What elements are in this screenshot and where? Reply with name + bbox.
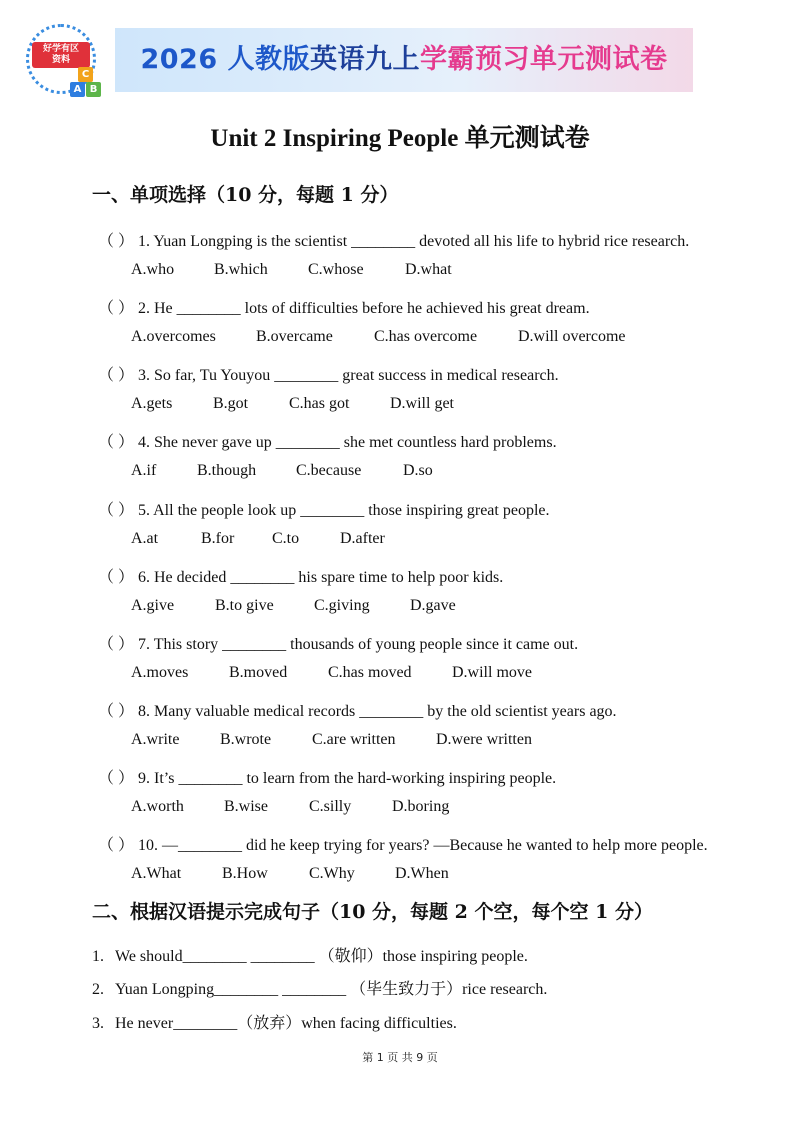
option-d[interactable]: D.will move [452, 664, 532, 681]
fill-item [92, 976, 547, 999]
option-b[interactable]: B.moved [229, 664, 288, 681]
option-b[interactable]: B.wise [224, 798, 268, 815]
option-c[interactable]: C.has got [289, 395, 350, 412]
option-b[interactable]: B.which [214, 261, 268, 278]
option-a[interactable]: A.overcomes [131, 328, 216, 345]
question-stem [98, 362, 559, 385]
question-stem [98, 228, 689, 251]
option-b[interactable]: B.for [201, 530, 235, 547]
question-text: 10. —________ did he keep trying for years? —Because he wanted to help more people. [138, 837, 708, 854]
question-stem [98, 765, 556, 788]
fill-item-number: 3. [92, 1015, 104, 1032]
answer-blank[interactable]: （ ） [98, 502, 135, 519]
option-a[interactable]: A.write [131, 731, 180, 748]
banner-title [115, 28, 693, 92]
fill-item [92, 1010, 457, 1033]
brand-logo [22, 22, 104, 104]
option-a[interactable]: A.give [131, 597, 175, 614]
option-a[interactable]: A.if [131, 462, 157, 479]
fill-item [92, 943, 528, 966]
question-text: 4. She never gave up ________ she met countless hard problems. [138, 434, 557, 451]
option-d[interactable]: D.When [395, 865, 449, 882]
question-text: 6. He decided ________ his spare time to help poor kids. [138, 569, 504, 586]
option-c[interactable]: C.giving [314, 597, 370, 614]
answer-blank[interactable]: （ ） [98, 703, 135, 720]
option-c[interactable]: C.Why [309, 865, 355, 882]
option-d[interactable]: D.were written [436, 731, 532, 748]
option-a[interactable]: A.who [131, 261, 175, 278]
fill-item-text: He never________（放弃）when facing difficulties. [115, 1015, 457, 1032]
banner-title-series: 学霸预习单元测试卷 [420, 44, 668, 75]
answer-blank[interactable]: （ ） [98, 233, 135, 250]
logo-text-line-2: 资料 [51, 55, 70, 65]
answer-blank[interactable]: （ ） [98, 300, 135, 317]
question-text: 7. This story ________ thousands of young people since it came out. [138, 636, 579, 653]
fill-item-number: 1. [92, 948, 104, 965]
option-a[interactable]: A.What [131, 865, 182, 882]
option-c[interactable]: C.has moved [328, 664, 412, 681]
question-text: 8. Many valuable medical records ________ by the old scientist years ago. [138, 703, 617, 720]
logo-text-line-1: 好学有区 [42, 44, 79, 54]
option-c[interactable]: C.whose [308, 261, 364, 278]
question-stem [98, 497, 550, 520]
section-1-title: 一、单项选择（10 分，每题 1 分） [92, 184, 399, 206]
fill-item-text: Yuan Longping________ ________ （毕生致力于）rice research. [115, 981, 548, 998]
option-b[interactable]: B.to give [215, 597, 274, 614]
logo-text [32, 42, 90, 68]
question-stem [98, 698, 617, 721]
option-c[interactable]: C.to [272, 530, 300, 547]
option-a[interactable]: A.gets [131, 395, 173, 412]
option-d[interactable]: D.after [340, 530, 385, 547]
option-a[interactable]: A.worth [131, 798, 184, 815]
option-d[interactable]: D.gave [410, 597, 456, 614]
logo-block-c: C [78, 67, 93, 82]
section-2-title: 二、根据汉语提示完成句子（10 分，每题 2 个空，每个空 1 分） [92, 901, 653, 923]
option-c[interactable]: C.are written [312, 731, 396, 748]
option-b[interactable]: B.How [222, 865, 268, 882]
logo-block-a: A [70, 82, 85, 97]
question-text: 5. All the people look up ________ those inspiring great people. [138, 502, 550, 519]
option-d[interactable]: D.will overcome [518, 328, 626, 345]
option-c[interactable]: C.silly [309, 798, 352, 815]
option-a[interactable]: A.at [131, 530, 159, 547]
question-text: 3. So far, Tu Youyou ________ great success in medical research. [138, 367, 559, 384]
question-stem [98, 429, 557, 452]
answer-blank[interactable]: （ ） [98, 569, 135, 586]
option-d[interactable]: D.so [403, 462, 433, 479]
option-b[interactable]: B.got [213, 395, 249, 412]
question-text: 9. It’s ________ to learn from the hard-working inspiring people. [138, 770, 557, 787]
document-title: Unit 2 Inspiring People 单元测试卷 [210, 125, 590, 152]
page-footer: 第 1 页 共 9 页 [362, 1051, 438, 1064]
question-text: 2. He ________ lots of difficulties before he achieved his great dream. [138, 300, 590, 317]
option-b[interactable]: B.though [197, 462, 257, 479]
option-c[interactable]: C.has overcome [374, 328, 478, 345]
option-d[interactable]: D.boring [392, 798, 450, 815]
logo-block-b: B [86, 82, 101, 97]
question-stem [98, 295, 590, 318]
option-b[interactable]: B.wrote [220, 731, 272, 748]
answer-blank[interactable]: （ ） [98, 636, 135, 653]
option-a[interactable]: A.moves [131, 664, 189, 681]
question-stem [98, 564, 503, 587]
answer-blank[interactable]: （ ） [98, 770, 135, 787]
option-b[interactable]: B.overcame [256, 328, 333, 345]
option-c[interactable]: C.because [296, 462, 362, 479]
answer-blank[interactable]: （ ） [98, 837, 135, 854]
header-banner [115, 28, 693, 92]
option-d[interactable]: D.what [405, 261, 452, 278]
banner-title-subject: 英语九上 [310, 44, 421, 75]
question-stem [98, 631, 578, 654]
banner-title-edition: 2026 人教版 [140, 44, 311, 75]
question-text: 1. Yuan Longping is the scientist ________ devoted all his life to hybrid rice research. [138, 233, 690, 250]
fill-item-text: We should________ ________ （敬仰）those inspiring people. [115, 948, 528, 965]
answer-blank[interactable]: （ ） [98, 434, 135, 451]
fill-item-number: 2. [92, 981, 104, 998]
option-d[interactable]: D.will get [390, 395, 454, 412]
answer-blank[interactable]: （ ） [98, 367, 135, 384]
question-stem [98, 832, 708, 855]
